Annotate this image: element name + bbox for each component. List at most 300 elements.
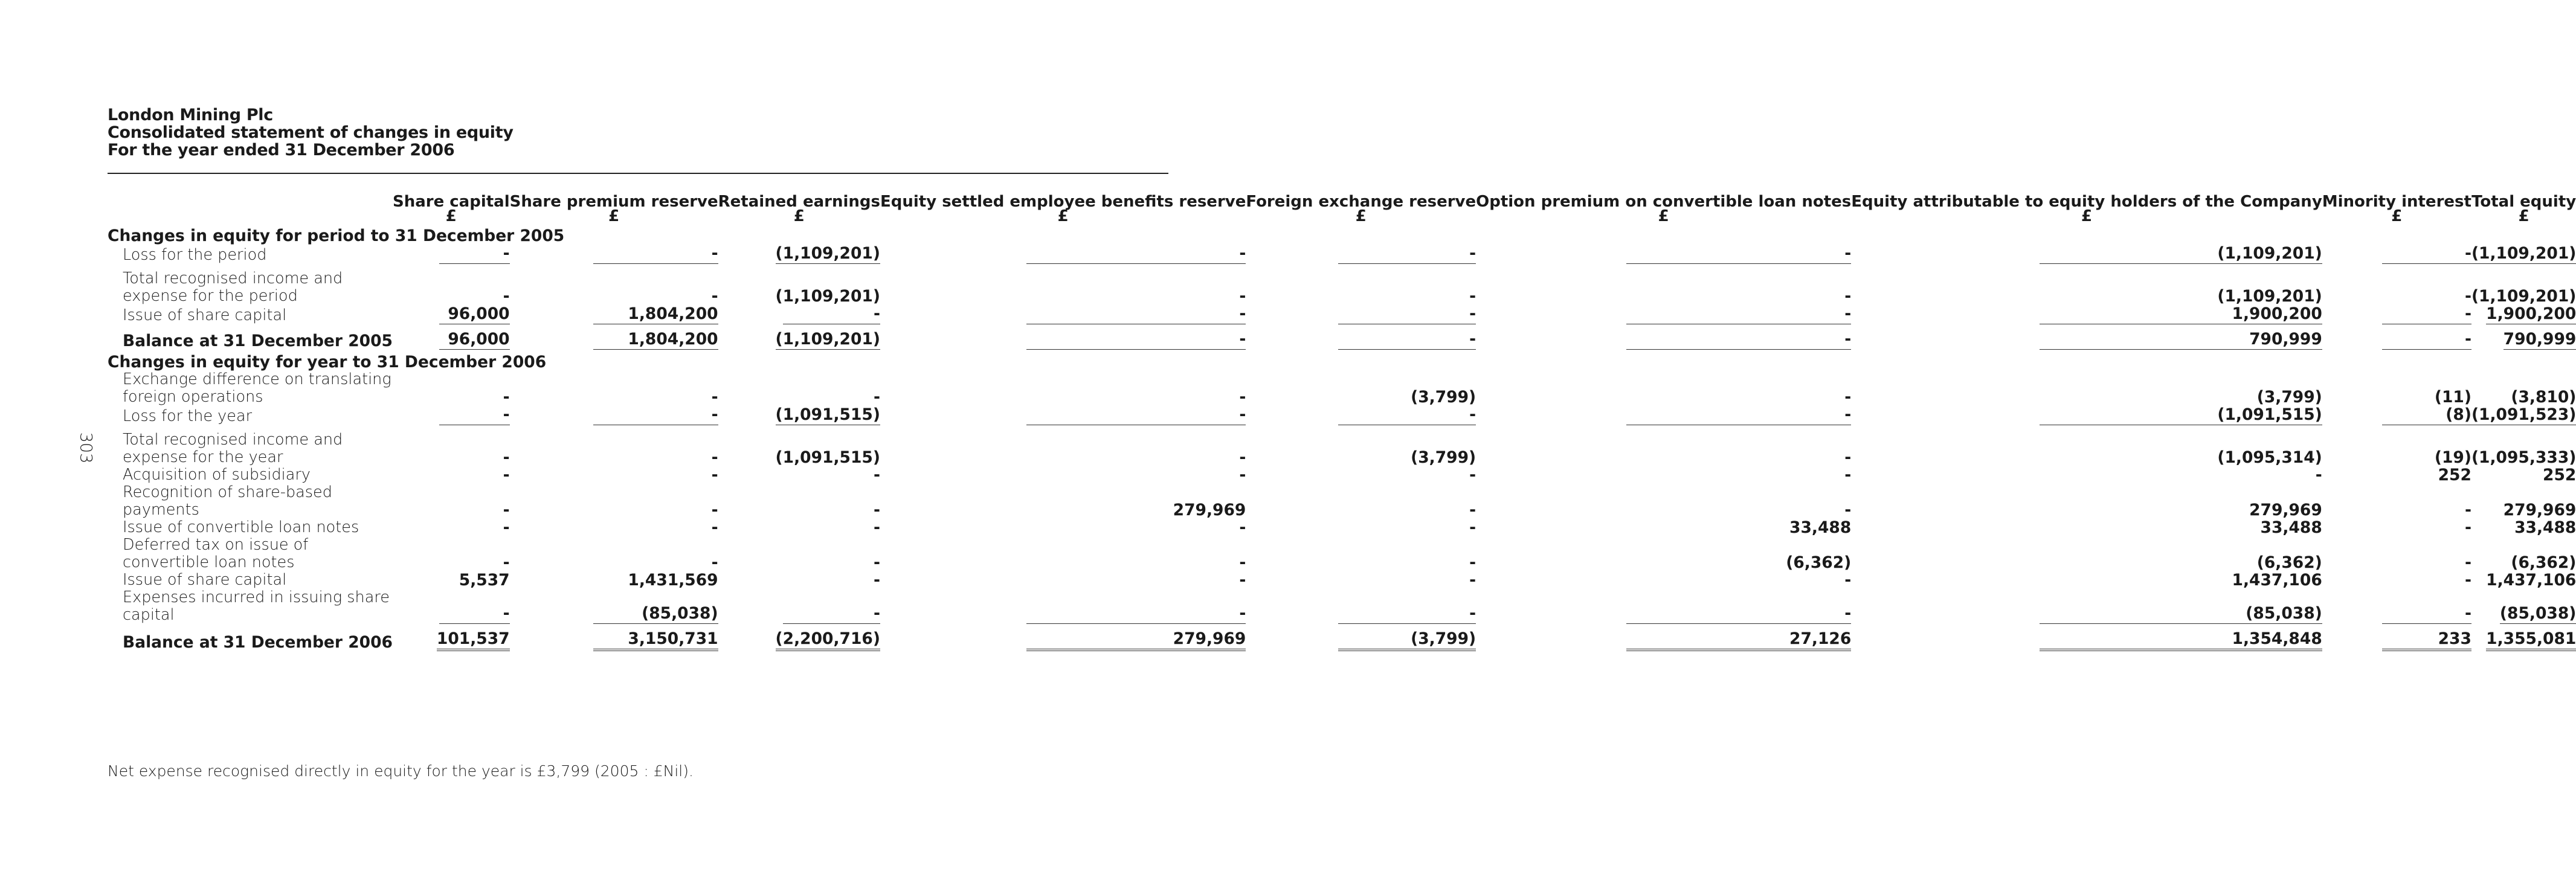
cell-text: (1,109,201) (2471, 287, 2576, 306)
cell-text: 33,488 (1789, 518, 1852, 537)
cell-text: - (593, 245, 718, 264)
cell-value (1851, 330, 2322, 350)
cell-value (880, 431, 1246, 466)
row-label: Acquisition of subsidiary (123, 466, 311, 484)
cell-text: (1,109,201) (775, 287, 880, 306)
cell-value (1246, 536, 1476, 571)
cell-text: - (1469, 553, 1476, 572)
cell-value (1851, 484, 2322, 519)
cell-text: (8) (2382, 406, 2471, 425)
cell-text: - (1026, 330, 1246, 350)
cell-value (1476, 245, 1851, 264)
cell-text: (85,038) (2499, 604, 2576, 623)
cell-text: - (2464, 501, 2471, 519)
cell-value (1246, 371, 1476, 406)
cell-value (393, 330, 510, 350)
cell-text: - (1239, 448, 1246, 467)
cell-value (510, 484, 718, 519)
cell-value (880, 589, 1246, 624)
table-row (108, 245, 2576, 264)
cell-value (393, 536, 510, 571)
table-row (108, 371, 2576, 406)
cell-text: - (1844, 448, 1852, 467)
cell-value (2322, 484, 2471, 519)
cell-text: - (503, 553, 510, 572)
statement-title: Consolidated statement of changes in equity (108, 123, 514, 142)
cell-text: 33,488 (2260, 518, 2322, 537)
cell-value (1851, 371, 2322, 406)
cell-text: (3,799) (2256, 388, 2322, 406)
cell-value (393, 466, 510, 484)
cell-text: 1,900,200 (2486, 304, 2576, 323)
cell-value (510, 589, 718, 624)
cell-text: - (1626, 406, 1852, 425)
cell-text: 96,000 (439, 305, 509, 324)
cell-value (393, 245, 510, 264)
col-header: Retained earnings £ (718, 193, 880, 225)
cell-text: 790,999 (2503, 330, 2576, 349)
cell-text: - (1338, 406, 1476, 425)
cell-text: - (1469, 287, 1476, 306)
cell-value (880, 305, 1246, 324)
cell-text: - (1338, 245, 1476, 264)
cell-text: - (2382, 305, 2471, 324)
cell-value (1246, 305, 1476, 324)
cell-text: (6,362) (2511, 553, 2576, 572)
cell-value (1476, 466, 1851, 484)
cell-value (2471, 519, 2576, 536)
row-label: Expenses incurred in issuing share capital (123, 588, 390, 624)
cell-value (718, 519, 880, 536)
cell-value (393, 270, 510, 305)
cell-text: - (1844, 501, 1852, 519)
row-label: Recognition of share-based payments (123, 483, 332, 519)
cell-text: 279,969 (2503, 501, 2576, 519)
cell-value (2322, 330, 2471, 350)
cell-value (1476, 406, 1851, 425)
cell-text: - (873, 501, 880, 519)
cell-text: - (1469, 518, 1476, 537)
cell-value (393, 305, 510, 324)
cell-text: 3,150,731 (593, 630, 718, 651)
cell-value (2322, 431, 2471, 466)
cell-value (718, 305, 880, 324)
statement-heading (108, 106, 514, 159)
cell-value (718, 630, 880, 651)
cell-value (1851, 519, 2322, 536)
cell-text: (1,109,201) (775, 244, 880, 263)
cell-text: (3,810) (2511, 388, 2576, 406)
cell-text: - (503, 287, 510, 306)
cell-text: 1,900,200 (2040, 305, 2322, 324)
cell-value (2322, 536, 2471, 571)
cell-value (1851, 245, 2322, 264)
cell-value (718, 466, 880, 484)
cell-value (718, 330, 880, 350)
cell-value (2471, 589, 2576, 624)
column-header-row (108, 194, 2576, 223)
cell-value (2471, 484, 2576, 519)
cell-text: 1,354,848 (2040, 630, 2322, 651)
section-heading: Changes in equity for year to 31 December 2006 (108, 353, 547, 371)
cell-value (880, 630, 1246, 651)
cell-value (2471, 536, 2576, 571)
cell-value (1246, 519, 1476, 536)
cell-text: (1,091,515) (2040, 406, 2322, 425)
cell-text: - (1026, 406, 1246, 425)
cell-text: - (711, 553, 718, 572)
cell-value (880, 330, 1246, 350)
cell-value (2322, 630, 2471, 651)
table-row (108, 406, 2576, 425)
company-name: London Mining Plc (108, 106, 273, 124)
cell-text: - (1469, 501, 1476, 519)
cell-text: (11) (2434, 388, 2471, 406)
cell-text: - (2464, 518, 2471, 537)
col-header: Foreign exchange reserve £ (1246, 193, 1476, 225)
cell-value (1851, 431, 2322, 466)
cell-value (1246, 406, 1476, 425)
cell-text: (3,799) (1338, 630, 1476, 651)
cell-text: - (503, 518, 510, 537)
cell-value (1851, 466, 2322, 484)
cell-text: 279,969 (1026, 630, 1246, 651)
cell-value (2471, 371, 2576, 406)
cell-text: - (1338, 305, 1476, 324)
col-header: Total equity £ (2471, 193, 2576, 225)
cell-value (1476, 630, 1851, 651)
row-label: Exchange difference on translating foreign operations (123, 370, 391, 406)
cell-value (2471, 431, 2576, 466)
cell-text: - (503, 448, 510, 467)
cell-text: - (503, 501, 510, 519)
cell-text: 279,969 (1173, 501, 1246, 519)
cell-text: (1,109,201) (2217, 287, 2322, 306)
cell-text: (6,362) (1786, 553, 1852, 572)
cell-text: - (873, 388, 880, 406)
table-row (108, 466, 2576, 484)
cell-text: - (439, 245, 509, 264)
cell-value (2471, 466, 2576, 484)
cell-text: 252 (2438, 466, 2471, 484)
footnote: Net expense recognised directly in equity for the year is £3,799 (2005 : £Nil). (108, 762, 694, 780)
cell-text: - (1844, 287, 1852, 306)
cell-value (510, 536, 718, 571)
equity-table (108, 194, 2576, 651)
cell-value (718, 245, 880, 264)
cell-text: 790,999 (2040, 330, 2322, 350)
cell-value (393, 589, 510, 624)
cell-text: (3,799) (1411, 388, 1476, 406)
col-header: Minority interest £ (2322, 193, 2471, 225)
cell-value (718, 484, 880, 519)
cell-value (2471, 571, 2576, 589)
balance-row (108, 630, 2576, 651)
cell-value (510, 270, 718, 305)
cell-text: (1,109,201) (2471, 244, 2576, 263)
cell-text: 27,126 (1626, 630, 1852, 651)
table-row (108, 305, 2576, 324)
table-row (108, 431, 2576, 466)
cell-value (510, 571, 718, 589)
cell-text: - (1026, 245, 1246, 264)
cell-text: 1,804,200 (593, 330, 718, 350)
cell-text: 5,537 (459, 571, 510, 590)
cell-value (880, 536, 1246, 571)
cell-value (1476, 431, 1851, 466)
cell-text: - (439, 406, 509, 425)
cell-value (510, 466, 718, 484)
cell-value (1476, 536, 1851, 571)
cell-text: - (2464, 553, 2471, 572)
cell-value (1851, 406, 2322, 425)
cell-value (1851, 305, 2322, 324)
cell-text: - (873, 553, 880, 572)
cell-value (1246, 431, 1476, 466)
table-row (108, 519, 2576, 536)
cell-value (2471, 630, 2576, 651)
cell-value (510, 406, 718, 425)
cell-text: - (1026, 605, 1246, 624)
cell-text: - (2464, 571, 2471, 590)
cell-text: - (1239, 466, 1246, 484)
cell-text: - (711, 388, 718, 406)
row-label: Loss for the year (123, 407, 253, 425)
col-header: Share capital £ (392, 193, 510, 225)
cell-value (2322, 466, 2471, 484)
row-label: Loss for the period (123, 246, 267, 264)
cell-value (2471, 305, 2576, 324)
cell-text: - (873, 571, 880, 590)
cell-value (510, 519, 718, 536)
cell-value (1851, 536, 2322, 571)
cell-value (1246, 466, 1476, 484)
cell-value (1476, 484, 1851, 519)
cell-value (1476, 270, 1851, 305)
statement-period: For the year ended 31 December 2006 (108, 141, 455, 159)
cell-text: - (1626, 605, 1852, 624)
page-number: 303 (76, 432, 95, 464)
cell-text: - (711, 287, 718, 306)
cell-value (393, 431, 510, 466)
cell-text: 101,537 (437, 630, 510, 651)
cell-value (2471, 270, 2576, 305)
row-label: Balance at 31 December 2005 (123, 332, 393, 350)
cell-value (510, 431, 718, 466)
cell-value (1246, 330, 1476, 350)
cell-text: 1,431,569 (628, 571, 718, 590)
cell-value (393, 519, 510, 536)
cell-text: - (503, 388, 510, 406)
cell-value (880, 371, 1246, 406)
cell-text: (1,109,201) (775, 330, 880, 349)
cell-value (2471, 406, 2576, 425)
row-label: Issue of share capital (123, 571, 287, 589)
cell-value (1476, 330, 1851, 350)
cell-value (880, 466, 1246, 484)
cell-value (2322, 519, 2471, 536)
cell-value (2471, 330, 2576, 350)
cell-text: - (1338, 605, 1476, 624)
cell-text: (1,091,515) (775, 405, 880, 424)
cell-value (510, 305, 718, 324)
cell-text: - (1239, 518, 1246, 537)
cell-text: (19) (2434, 448, 2471, 467)
table-row (108, 589, 2576, 624)
cell-text: (6,362) (2256, 553, 2322, 572)
cell-text: 252 (2543, 466, 2576, 484)
cell-value (880, 484, 1246, 519)
row-label: Issue of convertible loan notes (123, 518, 359, 536)
cell-text: - (1844, 571, 1852, 590)
cell-value (393, 571, 510, 589)
cell-value (718, 571, 880, 589)
cell-text: (1,091,515) (775, 448, 880, 467)
col-header: Share premium reserve £ (509, 193, 718, 225)
cell-text: (85,038) (593, 605, 718, 624)
cell-text: - (783, 605, 880, 624)
cell-value (510, 371, 718, 406)
cell-value (2322, 305, 2471, 324)
cell-value (1476, 305, 1851, 324)
table-row (108, 484, 2576, 519)
cell-value (510, 245, 718, 264)
cell-text: - (1239, 388, 1246, 406)
cell-text: - (2382, 605, 2471, 624)
cell-value (718, 406, 880, 425)
table-row (108, 270, 2576, 305)
cell-text: 96,000 (439, 330, 509, 350)
cell-text: - (1239, 571, 1246, 590)
cell-text: - (873, 518, 880, 537)
cell-text: - (1239, 553, 1246, 572)
cell-text: - (503, 466, 510, 484)
cell-value (718, 270, 880, 305)
cell-value (1851, 571, 2322, 589)
cell-text: (1,095,333) (2471, 448, 2576, 467)
col-header: Equity settled employee benefits reserve £ (880, 193, 1246, 225)
cell-text: (1,109,201) (2040, 245, 2322, 264)
cell-text: 233 (2382, 630, 2471, 651)
cell-text: 279,969 (2249, 501, 2322, 519)
row-label: Balance at 31 December 2006 (123, 633, 393, 652)
cell-value (1246, 270, 1476, 305)
cell-text: - (1469, 571, 1476, 590)
row-label: Issue of share capital (123, 306, 287, 324)
cell-text: (3,799) (1411, 448, 1476, 467)
cell-text: 33,488 (2514, 518, 2576, 537)
cell-text: - (1469, 466, 1476, 484)
table-row (108, 536, 2576, 571)
cell-value (1246, 484, 1476, 519)
balance-row (108, 330, 2576, 350)
table-row (108, 571, 2576, 589)
header-rule (108, 173, 1168, 174)
row-label: Total recognised income and expense for the period (123, 269, 343, 305)
cell-value (2322, 270, 2471, 305)
cell-value (1246, 571, 1476, 589)
cell-text: - (1338, 330, 1476, 350)
cell-text: 1,437,106 (2232, 571, 2322, 590)
cell-text: - (783, 305, 880, 324)
cell-text: 1,437,106 (2486, 571, 2576, 590)
cell-value (393, 406, 510, 425)
cell-value (1246, 245, 1476, 264)
cell-value (1851, 270, 2322, 305)
cell-value (2322, 371, 2471, 406)
cell-value (1476, 371, 1851, 406)
cell-value (1246, 589, 1476, 624)
cell-value (2322, 589, 2471, 624)
col-header: Option premium on convertible loan notes £ (1476, 193, 1852, 225)
cell-text: - (1626, 305, 1852, 324)
cell-value (2471, 245, 2576, 264)
row-label: Total recognised income and expense for the year (123, 431, 343, 466)
cell-text: - (1844, 388, 1852, 406)
cell-text: - (1626, 245, 1852, 264)
cell-value (1476, 571, 1851, 589)
cell-text: - (1239, 287, 1246, 306)
cell-value (718, 589, 880, 624)
cell-value (510, 330, 718, 350)
cell-value (880, 245, 1246, 264)
cell-text: (1,095,314) (2217, 448, 2322, 467)
row-label: Deferred tax on issue of convertible loan notes (123, 536, 309, 571)
cell-text: - (711, 448, 718, 467)
cell-value (510, 630, 718, 651)
cell-text: (85,038) (2040, 605, 2322, 624)
cell-text: - (1626, 330, 1852, 350)
cell-value (718, 536, 880, 571)
cell-value (2322, 571, 2471, 589)
cell-value (1476, 519, 1851, 536)
cell-text: 1,355,081 (2486, 630, 2576, 651)
cell-text: - (711, 466, 718, 484)
cell-text: - (873, 466, 880, 484)
cell-value (393, 630, 510, 651)
cell-text: - (2315, 466, 2322, 484)
cell-text: - (2464, 287, 2471, 306)
cell-text: - (711, 518, 718, 537)
cell-text: - (711, 501, 718, 519)
cell-text: - (593, 406, 718, 425)
cell-value (393, 484, 510, 519)
col-header: Equity attributable to equity holders of the Company £ (1851, 193, 2322, 225)
cell-value (880, 270, 1246, 305)
section-heading: Changes in equity for period to 31 December 2005 (108, 227, 565, 245)
cell-text: - (1026, 305, 1246, 324)
cell-text: - (1844, 466, 1852, 484)
cell-value (1851, 589, 2322, 624)
cell-text: - (2382, 330, 2471, 350)
cell-value (2322, 245, 2471, 264)
cell-value (1476, 589, 1851, 624)
cell-value (718, 371, 880, 406)
cell-text: (2,200,716) (776, 630, 880, 651)
cell-value (1851, 630, 2322, 651)
cell-text: - (439, 605, 509, 624)
cell-value (1246, 630, 1476, 651)
cell-value (880, 519, 1246, 536)
cell-text: - (2382, 245, 2471, 264)
cell-value (2322, 406, 2471, 425)
cell-value (718, 431, 880, 466)
cell-text: 1,804,200 (593, 305, 718, 324)
cell-value (393, 371, 510, 406)
cell-value (880, 571, 1246, 589)
cell-value (880, 406, 1246, 425)
cell-text: (1,091,523) (2471, 405, 2576, 424)
